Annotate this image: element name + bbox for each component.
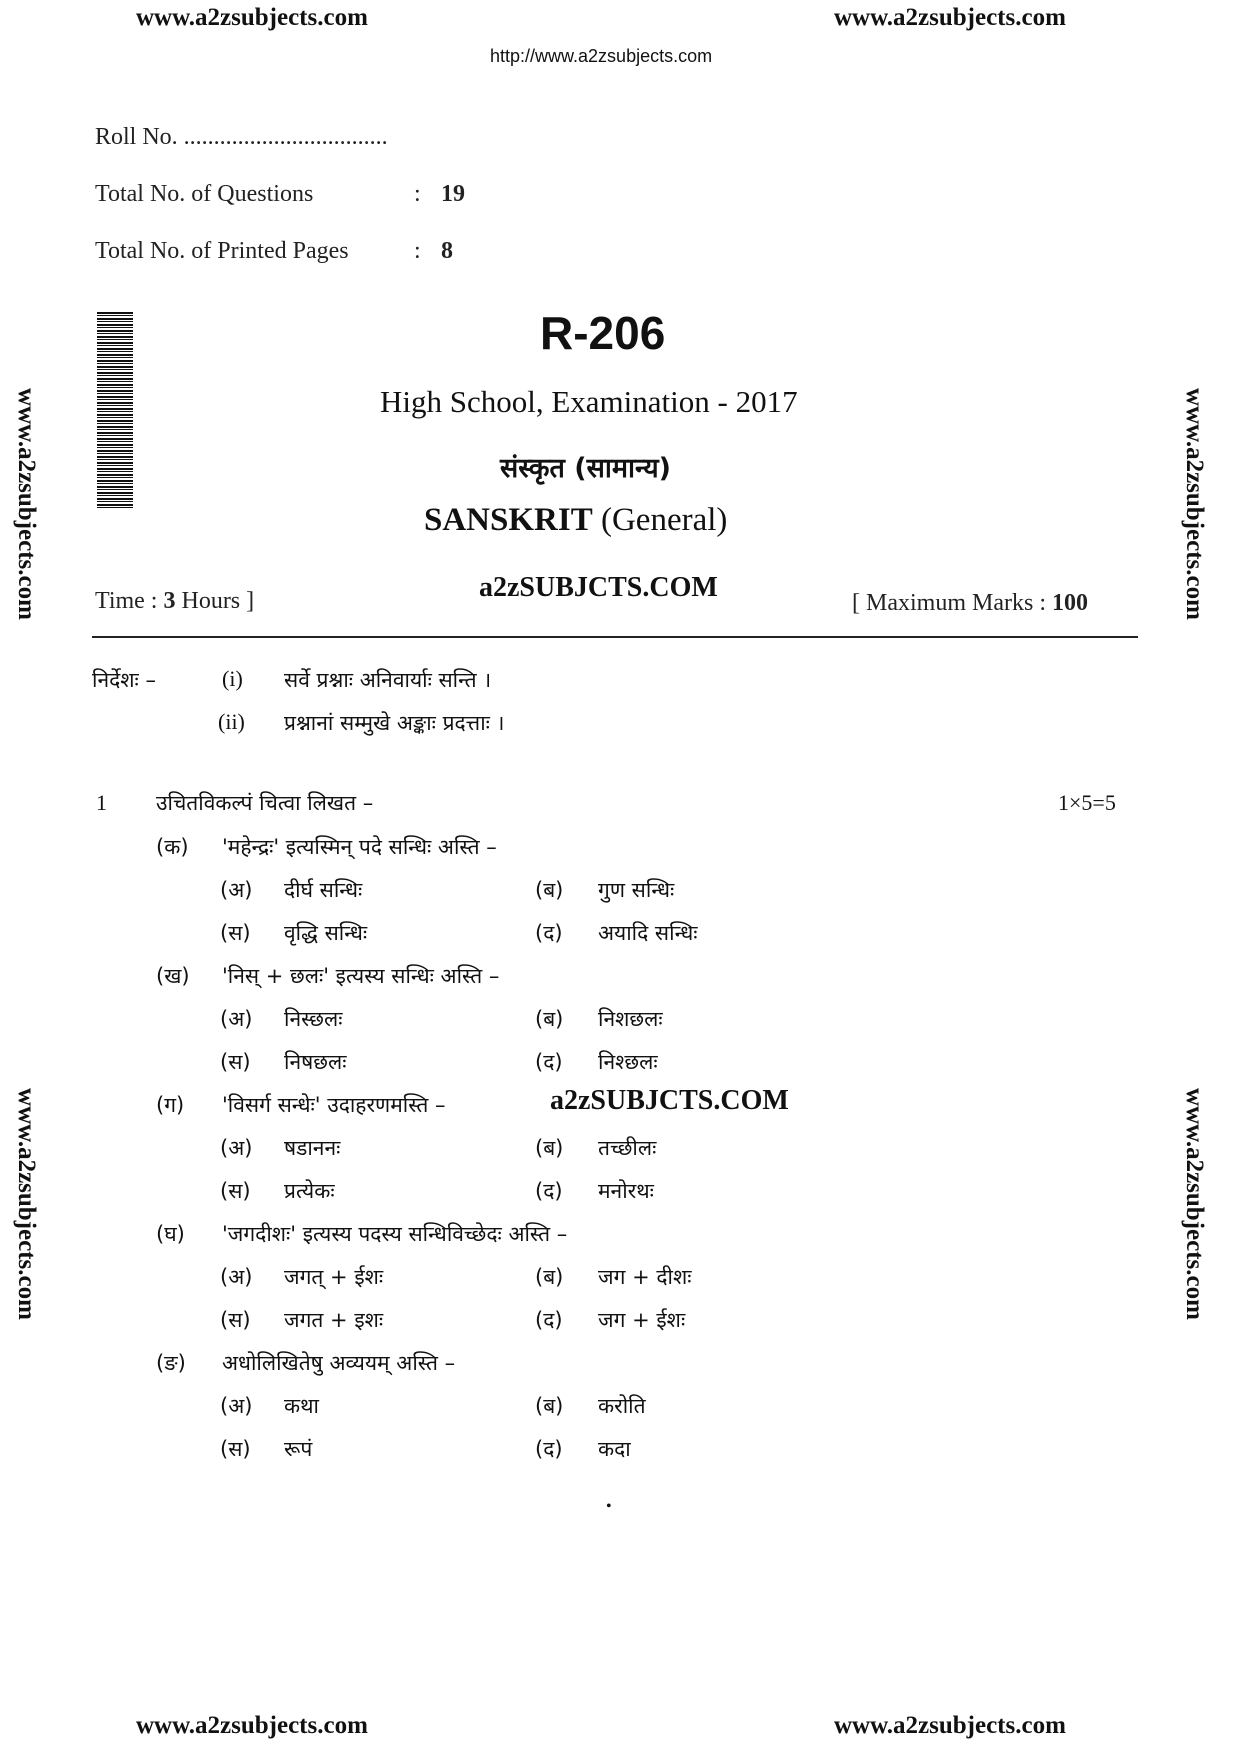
option-label: (द) [535, 1437, 563, 1461]
top-left-watermark: www.a2zsubjects.com [136, 4, 368, 31]
marks-label: [ Maximum Marks : [852, 590, 1052, 616]
option-label: (ब) [535, 1007, 564, 1031]
part-gha-label: (घ) [156, 1222, 185, 1246]
part-kha-text: 'निस् + छलः' इत्यस्य सन्धिः अस्ति – [222, 964, 500, 988]
option-label: (स) [220, 1308, 251, 1332]
brand-watermark-2: a2zSUBJCTS.COM [550, 1085, 789, 1116]
option-label: (ब) [535, 1136, 564, 1160]
questions-sep: : [414, 181, 421, 207]
option-label: (अ) [220, 1265, 253, 1289]
option-label: (द) [535, 1179, 563, 1203]
instruction-2-text: प्रश्नानां सम्मुखे अङ्काः प्रदत्ताः । [284, 711, 505, 735]
bottom-left-watermark: www.a2zsubjects.com [136, 1712, 368, 1739]
time-rest: Hours ] [175, 588, 255, 614]
page-dot: • [606, 1498, 612, 1515]
option-text: निषछलः [284, 1050, 347, 1074]
option-text: गुण सन्धिः [598, 878, 675, 902]
barcode-icon [97, 312, 133, 508]
option-text: जग + ईशः [598, 1308, 686, 1332]
option-label: (ब) [535, 1265, 564, 1289]
part-gha-text: 'जगदीशः' इत्यस्य पदस्य सन्धिविच्छेदः अस्ति – [222, 1222, 568, 1246]
right-watermark-lower: www.a2zsubjects.com [1180, 1088, 1208, 1320]
option-text: कथा [284, 1394, 319, 1418]
option-text: जग + दीशः [598, 1265, 692, 1289]
option-label: (ब) [535, 1394, 564, 1418]
option-label: (स) [220, 1050, 251, 1074]
option-label: (अ) [220, 878, 253, 902]
option-text: मनोरथः [598, 1179, 654, 1203]
subject-english-bold: SANSKRIT [424, 502, 593, 538]
instructions-label: निर्देशः – [92, 668, 156, 692]
option-label: (द) [535, 1050, 563, 1074]
option-text: कदा [598, 1437, 631, 1461]
question-1-number: 1 [96, 790, 107, 815]
left-watermark-lower: www.a2zsubjects.com [12, 1088, 40, 1320]
time-label: Time : [95, 588, 164, 614]
questions-label: Total No. of Questions [95, 181, 314, 207]
subject-english [424, 502, 727, 539]
question-1-text: उचितविकल्पं चित्वा लिखत – [156, 791, 374, 815]
option-text: जगत + इशः [284, 1308, 384, 1332]
right-watermark-upper: www.a2zsubjects.com [1180, 388, 1208, 620]
part-ga-label: (ग) [156, 1093, 185, 1117]
option-label: (अ) [220, 1007, 253, 1031]
option-text: षडाननः [284, 1136, 341, 1160]
option-label: (स) [220, 1179, 251, 1203]
subject-english-rest: (General) [600, 502, 728, 538]
marks-value: 100 [1051, 590, 1088, 616]
option-text: जगत् + ईशः [284, 1265, 384, 1289]
part-ka-label: (क) [156, 835, 189, 859]
maximum-marks [852, 590, 1088, 617]
option-text: प्रत्येकः [284, 1179, 335, 1203]
part-nga-text: अधोलिखितेषु अव्ययम् अस्ति – [222, 1351, 456, 1375]
top-right-watermark: www.a2zsubjects.com [834, 4, 1066, 31]
option-label: (स) [220, 921, 251, 945]
pages-sep: : [414, 238, 421, 264]
bottom-right-watermark: www.a2zsubjects.com [834, 1712, 1066, 1739]
pages-value: 8 [441, 238, 453, 264]
subject-hindi: संस्कृत (सामान्य) [500, 453, 671, 484]
top-url: http://www.a2zsubjects.com [490, 46, 713, 66]
option-label: (अ) [220, 1136, 253, 1160]
brand-watermark-1: a2zSUBJCTS.COM [479, 572, 718, 603]
part-kha-label: (ख) [156, 964, 190, 988]
option-label: (द) [535, 921, 563, 945]
option-text: वृद्धि सन्धिः [284, 921, 368, 945]
option-text: तच्छीलः [598, 1136, 657, 1160]
time-allowed [95, 588, 254, 615]
exam-title: High School, Examination - 2017 [380, 384, 798, 419]
paper-code: R-206 [540, 307, 666, 359]
questions-value: 19 [441, 181, 465, 207]
option-text: निश्छलः [598, 1050, 658, 1074]
option-text: अयादि सन्धिः [598, 921, 698, 945]
option-label: (अ) [220, 1394, 253, 1418]
question-1-marks: 1×5=5 [1058, 790, 1116, 815]
option-text: निस्छलः [284, 1007, 343, 1031]
roll-number: Roll No. .................................. [95, 124, 388, 150]
instruction-2-num: (ii) [218, 709, 245, 734]
option-text: रूपं [284, 1437, 313, 1461]
part-ka-text: 'महेन्द्रः' इत्यस्मिन् पदे सन्धिः अस्ति – [222, 835, 497, 859]
time-value: 3 [163, 588, 176, 614]
option-label: (ब) [535, 878, 564, 902]
instruction-1-text: सर्वे प्रश्नाः अनिवार्याः सन्ति । [284, 668, 492, 692]
pages-label: Total No. of Printed Pages [95, 238, 349, 264]
part-nga-label: (ङ) [156, 1351, 186, 1375]
option-label: (स) [220, 1437, 251, 1461]
option-label: (द) [535, 1308, 563, 1332]
option-text: निशछलः [598, 1007, 663, 1031]
header-divider [92, 636, 1138, 638]
instruction-1-num: (i) [222, 666, 243, 691]
option-text: दीर्घ सन्धिः [284, 878, 363, 902]
option-text: करोति [598, 1394, 646, 1418]
part-ga-text: 'विसर्ग सन्धेः' उदाहरणमस्ति – [222, 1093, 446, 1117]
left-watermark-upper: www.a2zsubjects.com [12, 388, 40, 620]
